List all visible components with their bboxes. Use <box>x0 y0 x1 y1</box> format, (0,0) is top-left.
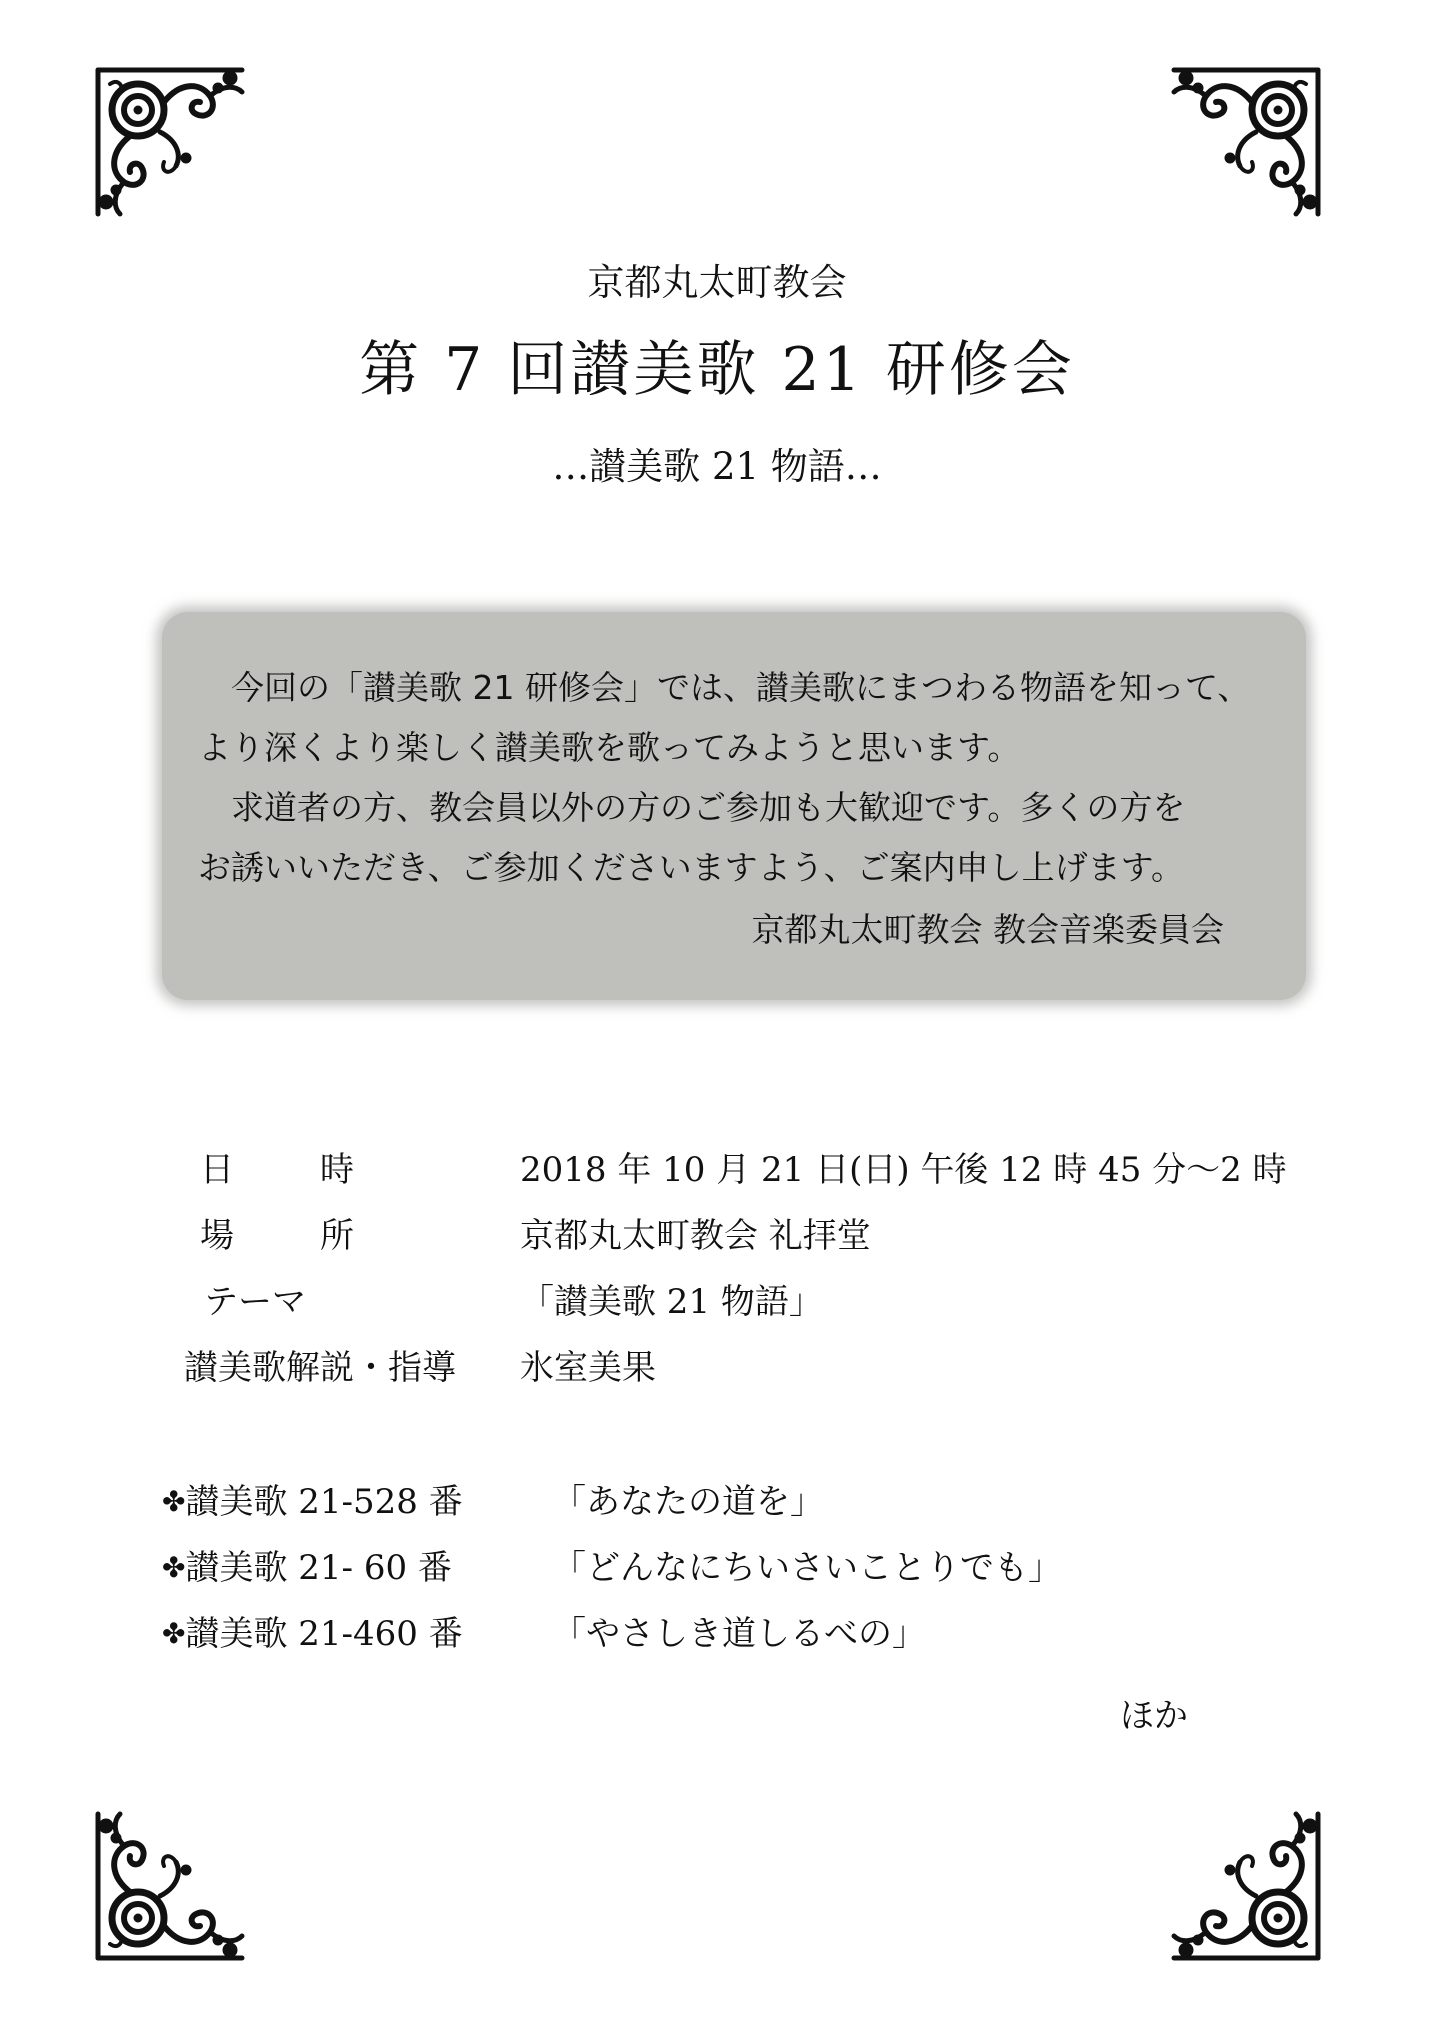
detail-label-venue: 場 所 <box>200 1216 354 1256</box>
hymn-number: ✤讃美歌 21- 60 番 <box>162 1548 452 1588</box>
ornament-corner-top-left-icon <box>90 62 250 222</box>
message-line: 今回の「讃美歌 21 研修会」では、讃美歌にまつわる物語を知って、 <box>231 668 1251 707</box>
message-signature: 京都丸太町教会 教会音楽委員会 <box>751 910 1224 949</box>
detail-value-theme: 「讃美歌 21 物語」 <box>520 1282 823 1322</box>
clover-bullet-icon: ✤ <box>162 1617 186 1650</box>
organization-name: 京都丸太町教会 <box>587 261 847 304</box>
detail-label-datetime: 日 時 <box>200 1150 354 1190</box>
event-title: 第 7 回讃美歌 21 研修会 <box>359 335 1075 405</box>
ornament-corner-bottom-left-icon <box>90 1806 250 1966</box>
hymn-title: 「どんなにちいさいことりでも」 <box>552 1548 1062 1588</box>
hymn-number: ✤讃美歌 21-460 番 <box>162 1614 463 1654</box>
hymn-title: 「やさしき道しるべの」 <box>552 1614 926 1654</box>
ornament-corner-bottom-right-icon <box>1166 1806 1326 1966</box>
detail-value-instructor: 氷室美果 <box>520 1348 656 1388</box>
message-line: お誘いいただき、ご参加くださいますよう、ご案内申し上げます。 <box>198 848 1185 887</box>
event-subtitle: …讃美歌 21 物語… <box>552 445 882 488</box>
hymn-title: 「あなたの道を」 <box>552 1482 824 1522</box>
detail-label-theme: テーマ <box>204 1282 306 1322</box>
ornament-corner-top-right-icon <box>1166 62 1326 222</box>
message-line: 求道者の方、教会員以外の方のご参加も大歓迎です。多くの方を <box>231 788 1186 827</box>
message-line: より深くより楽しく讃美歌を歌ってみようと思います。 <box>198 728 1021 767</box>
clover-bullet-icon: ✤ <box>162 1485 186 1518</box>
detail-value-datetime: 2018 年 10 月 21 日(日) 午後 12 時 45 分～2 時 <box>520 1150 1287 1190</box>
detail-value-venue: 京都丸太町教会 礼拝堂 <box>520 1216 871 1256</box>
invitation-message-box <box>162 612 1306 1000</box>
hymn-number: ✤讃美歌 21-528 番 <box>162 1482 463 1522</box>
others-note: ほか <box>1120 1696 1188 1736</box>
detail-label-instructor: 讃美歌解説・指導 <box>184 1348 456 1388</box>
clover-bullet-icon: ✤ <box>162 1551 186 1584</box>
